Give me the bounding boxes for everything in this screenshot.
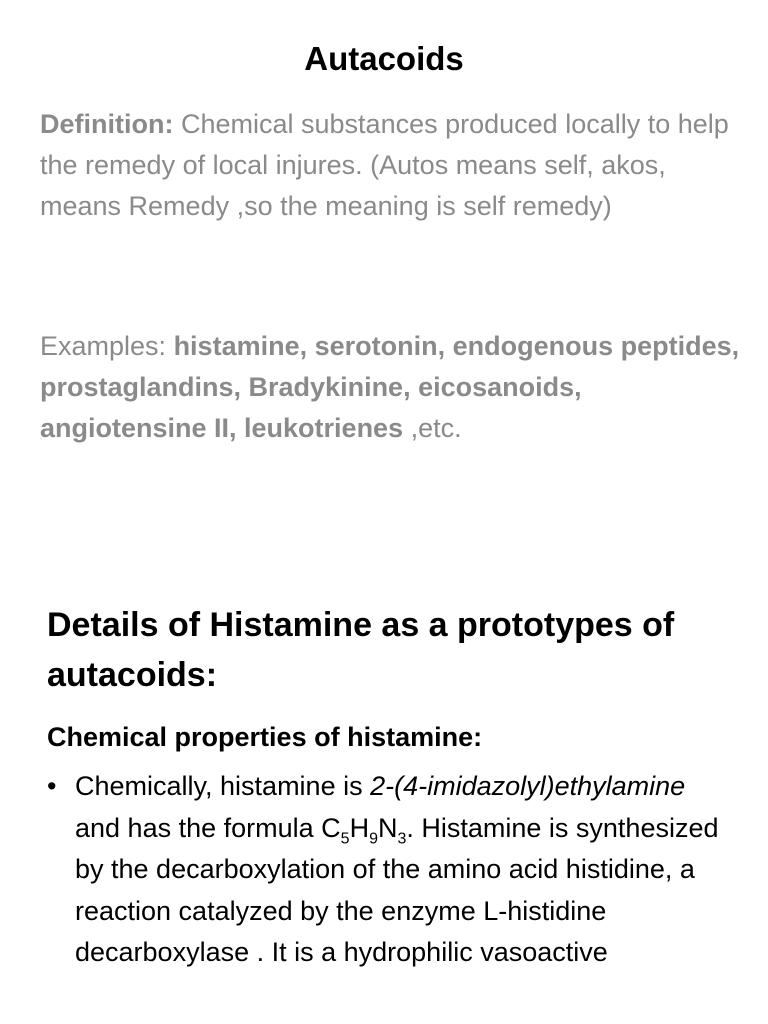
hydrogen-subscript: 9 bbox=[369, 829, 378, 847]
examples-paragraph bbox=[40, 326, 740, 449]
hydrogen-symbol: H bbox=[349, 812, 370, 843]
examples-list: histamine, serotonin, endogenous peptides, prostaglandins, Bradykinine, eicosanoids, angiotensine II, leukotrienes bbox=[40, 331, 740, 443]
slide-title: Autacoids bbox=[304, 40, 464, 77]
definition-text: Chemical substances produced locally to help the remedy of local injures. (Autos means self, akos, means Remedy ,so the meaning is self remedy) bbox=[40, 109, 729, 221]
bullet-text bbox=[75, 766, 727, 974]
examples-label: Examples: bbox=[40, 331, 174, 361]
section-heading: Details of Histamine as a prototypes of autacoids: bbox=[47, 606, 675, 694]
bullet-part3: . Histamine is synthesized by the decarboxylation of the amino acid histidine, a reaction catalyzed by the enzyme L-histidine decarboxylase . It is a hydrophilic vasoactive bbox=[75, 812, 719, 967]
definition-label: Definition: bbox=[40, 109, 174, 139]
chemical-name: 2-(4-imidazolyl)ethylamine bbox=[370, 771, 686, 801]
sub-heading: Chemical properties of histamine: bbox=[47, 722, 483, 752]
bullet-item bbox=[47, 766, 727, 974]
nitrogen-symbol: N bbox=[377, 812, 398, 843]
carbon-subscript: 5 bbox=[340, 829, 350, 847]
bullet-part2: and has the formula C bbox=[75, 812, 341, 843]
examples-suffix: ,etc. bbox=[403, 413, 462, 443]
nitrogen-subscript: 3 bbox=[397, 829, 407, 847]
bullet-part1: Chemically, histamine is bbox=[75, 771, 371, 801]
definition-paragraph bbox=[40, 104, 740, 227]
bullet-dot-icon: • bbox=[47, 771, 57, 801]
